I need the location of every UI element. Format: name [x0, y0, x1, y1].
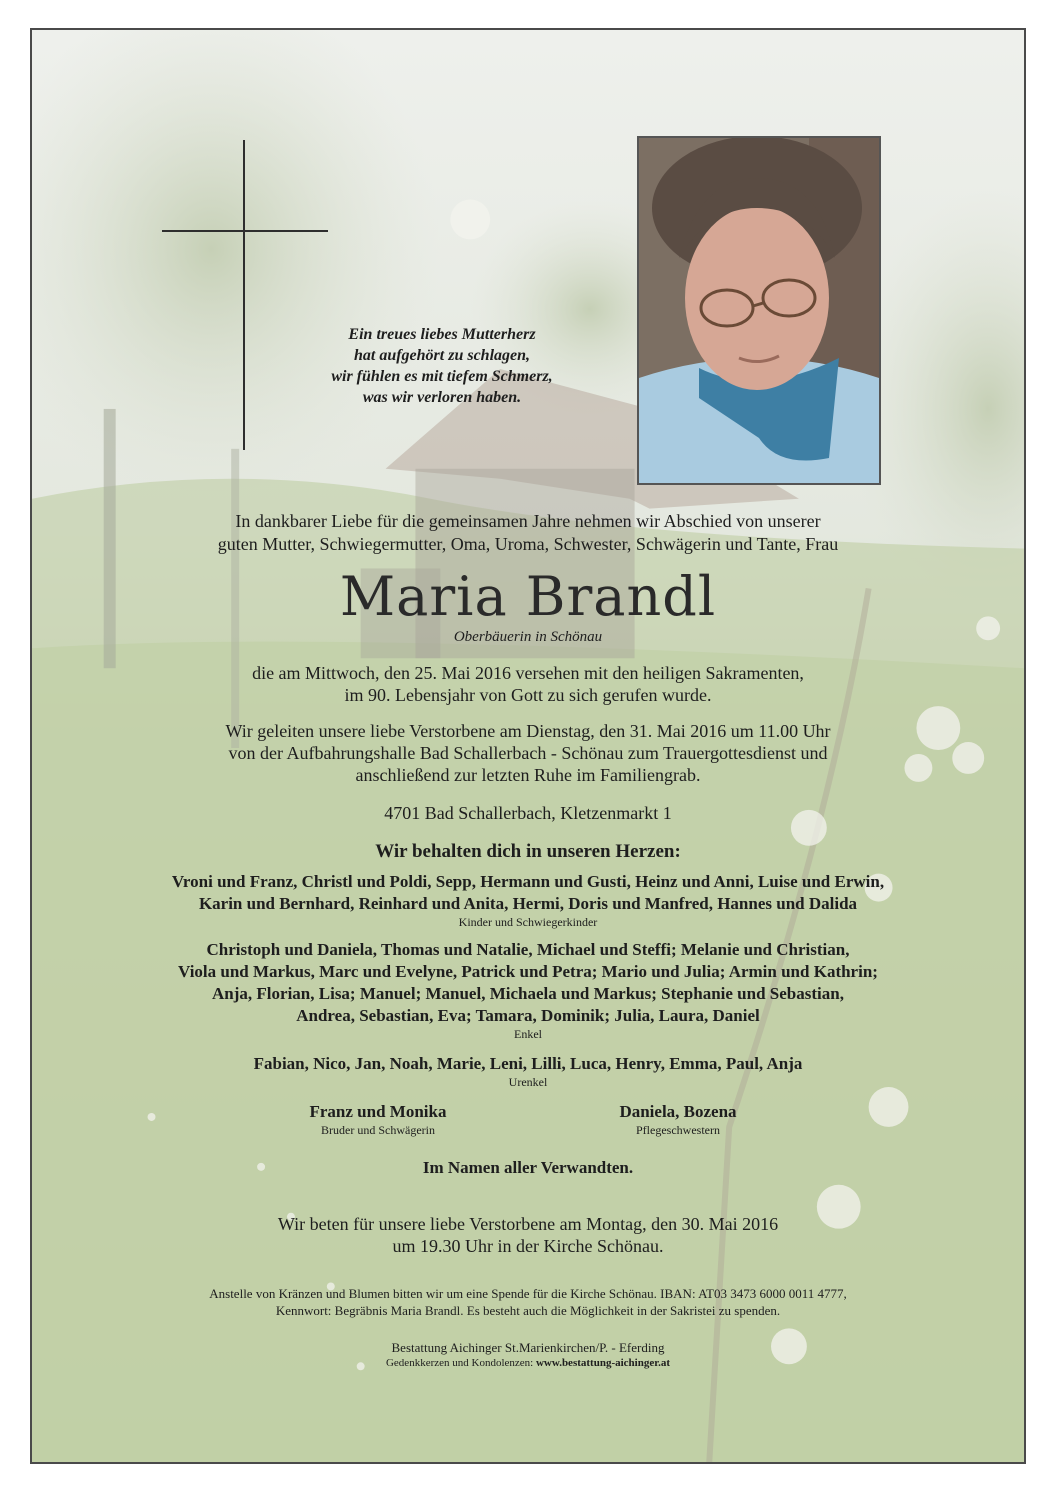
names-line: Andrea, Sebastian, Eva; Tamara, Dominik; Julia, Laura, Daniel	[296, 1006, 760, 1025]
prayer-notice	[32, 1213, 1024, 1257]
obituary-frame	[30, 28, 1026, 1464]
cross-horizontal-bar	[162, 230, 328, 232]
funeral-home: Bestattung Aichinger St.Marienkirchen/P. - Eferding	[391, 1340, 665, 1355]
intro-text	[32, 510, 1024, 556]
carers-block	[528, 1101, 828, 1137]
website-link[interactable]: www.bestattung-aichinger.at	[535, 1357, 671, 1369]
condolence-label: Gedenkkerzen und Kondolenzen:	[385, 1357, 534, 1369]
condolence-info	[32, 1356, 1024, 1370]
deceased-subtitle: Oberbäuerin in Schönau	[453, 629, 603, 645]
names-line: Viola und Markus, Marc und Evelyne, Patrick und Petra; Mario und Julia; Armin und Kathrin;	[178, 962, 878, 981]
intro-line: guten Mutter, Schwiegermutter, Oma, Uroma, Schwester, Schwägerin und Tante, Frau	[217, 534, 839, 554]
memorial-verse	[272, 324, 612, 408]
carers-names: Daniela, Bozena	[619, 1102, 737, 1121]
children-names	[32, 871, 1024, 915]
donation-notice	[32, 1285, 1024, 1319]
grandchildren-names	[32, 939, 1024, 1027]
obituary-text	[32, 510, 1024, 1370]
cross-vertical-bar	[243, 140, 245, 450]
children-label: Kinder und Schwiegerkinder	[458, 915, 598, 929]
carers-label: Pflegeschwestern	[636, 1123, 720, 1137]
intro-line: In dankbarer Liebe für die gemeinsamen Jahre nehmen wir Abschied von unserer	[235, 511, 821, 531]
siblings-label: Bruder und Schwägerin	[321, 1123, 435, 1137]
relatives-pair	[32, 1101, 1024, 1137]
donation-line: Anstelle von Kränzen und Blumen bitten wir um eine Spende für die Kirche Schönau. IBAN: AT03 3473 6000 0011 4777,	[209, 1286, 847, 1301]
great-grandchildren-names: Fabian, Nico, Jan, Noah, Marie, Leni, Lilli, Luca, Henry, Emma, Paul, Anja	[253, 1054, 803, 1073]
verse-line: Ein treues liebes Mutterherz	[348, 326, 536, 343]
portrait-photo	[637, 136, 881, 485]
verse-line: hat aufgehört zu schlagen,	[353, 347, 531, 364]
verse-line: was wir verloren haben.	[362, 389, 522, 406]
death-line: im 90. Lebensjahr von Gott zu sich gerufen wurde.	[344, 685, 712, 705]
funeral-line: Wir geleiten unsere liebe Verstorbene am Dienstag, den 31. Mai 2016 um 11.00 Uhr	[225, 721, 831, 741]
names-line: Anja, Florian, Lisa; Manuel; Manuel, Michaela und Markus; Stephanie und Sebastian,	[212, 984, 844, 1003]
death-line: die am Mittwoch, den 25. Mai 2016 versehen mit den heiligen Sakramenten,	[252, 663, 804, 683]
funeral-line: anschließend zur letzten Ruhe im Familiengrab.	[355, 765, 701, 785]
siblings-block	[228, 1101, 528, 1137]
mourners-heading: Wir behalten dich in unseren Herzen:	[375, 841, 681, 862]
closing-line: Im Namen aller Verwandten.	[422, 1158, 634, 1177]
prayer-line: Wir beten für unsere liebe Verstorbene am Montag, den 30. Mai 2016	[277, 1214, 779, 1234]
funeral-line: von der Aufbahrungshalle Bad Schallerbach - Schönau zum Trauergottesdienst und	[228, 743, 828, 763]
deceased-name: Maria Brandl	[339, 565, 717, 628]
verse-line: wir fühlen es mit tiefem Schmerz,	[331, 368, 553, 385]
names-line: Vroni und Franz, Christl und Poldi, Sepp, Hermann und Gusti, Heinz und Anni, Luise und Erwin,	[171, 872, 885, 891]
donation-line: Kennwort: Begräbnis Maria Brandl. Es besteht auch die Möglichkeit in der Sakristei zu spenden.	[275, 1303, 781, 1318]
great-grandchildren-label: Urenkel	[508, 1075, 548, 1089]
grandchildren-label: Enkel	[514, 1027, 542, 1041]
funeral-notice	[32, 720, 1024, 786]
address: 4701 Bad Schallerbach, Kletzenmarkt 1	[384, 803, 672, 823]
siblings-names: Franz und Monika	[309, 1102, 447, 1121]
death-notice	[32, 662, 1024, 706]
prayer-line: um 19.30 Uhr in der Kirche Schönau.	[392, 1236, 664, 1256]
names-line: Karin und Bernhard, Reinhard und Anita, Hermi, Doris und Manfred, Hannes und Dalida	[198, 894, 858, 913]
names-line: Christoph und Daniela, Thomas und Natalie, Michael und Steffi; Melanie und Christian,	[206, 940, 850, 959]
